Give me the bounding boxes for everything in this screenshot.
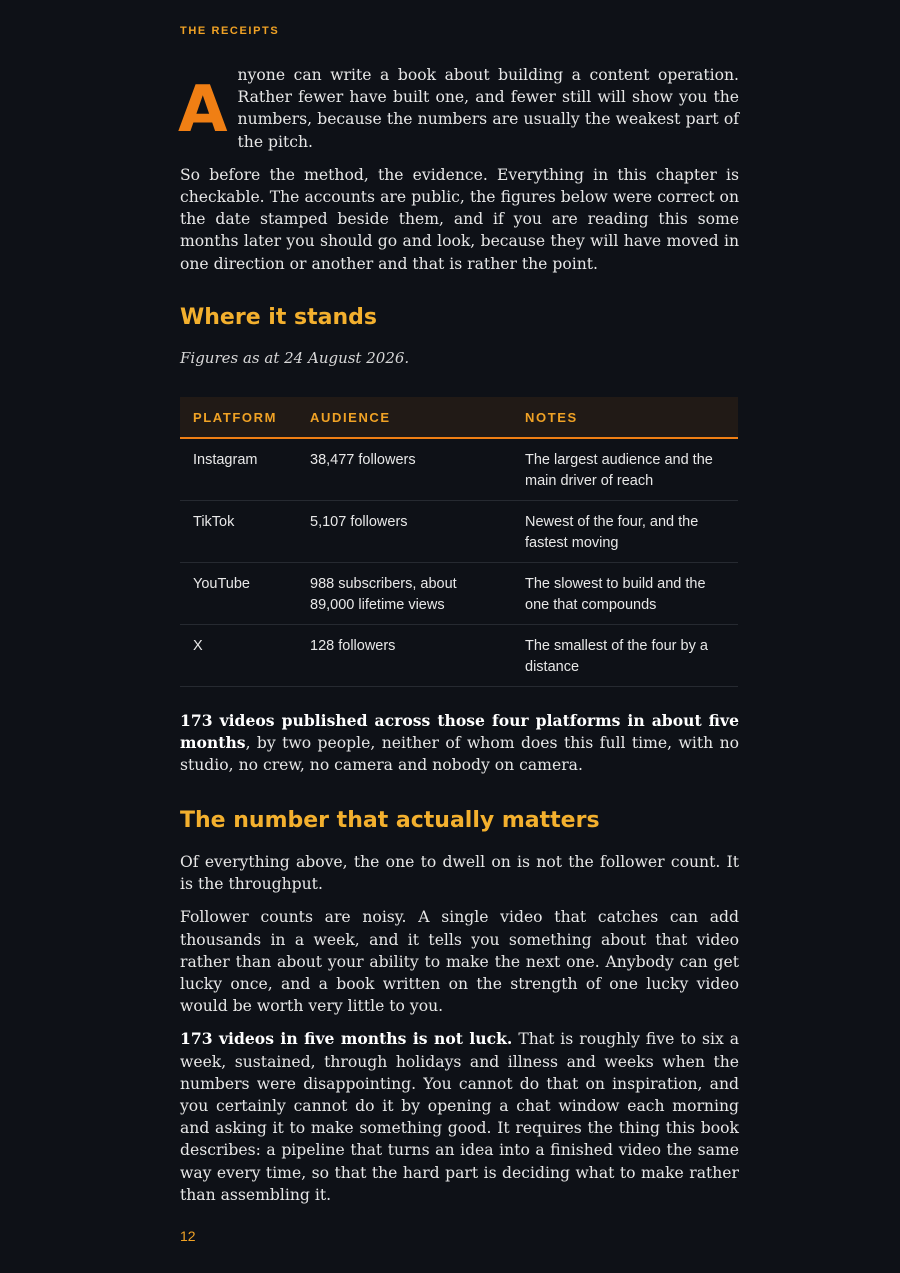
audience-cell: 5,107 followers [297,501,512,563]
pipeline-paragraph [180,1028,739,1206]
throughput-section [180,851,739,1206]
summary-bold-lead: 173 videos published across those four platforms in about five months [180,711,739,753]
opening-paragraph [180,64,739,153]
pipeline-rest: That is roughly five to six a week, sustained, through holidays and illness and weeks when the numbers were disappointing. You cannot do that on inspiration, and you certainly cannot do it by opening a chat window each morning and asking it to make something good. It requires the thing this book describes: a pipeline that turns an idea into a finished video the same way every time, so that the hard part is deciding what to make rather than assembling it. [180,1030,739,1204]
audience-cell: 128 followers [297,625,512,687]
column-header-platform: PLATFORM [180,397,297,438]
table-row [180,563,738,625]
table-row [180,438,738,501]
notes-cell: The largest audience and the main driver of reach [512,438,738,501]
summary-rest: , by two people, neither of whom does this full time, with no studio, no crew, no camera and nobody on camera. [180,734,739,775]
platform-cell: Instagram [180,438,297,501]
audience-cell: 38,477 followers [297,438,512,501]
summary-paragraph [180,710,739,777]
table-row [180,501,738,563]
platform-stats-table [180,397,738,687]
audience-cell: 988 subscribers, about 89,000 lifetime views [297,563,512,625]
pipeline-bold-lead: 173 videos in five months is not luck. [180,1029,513,1049]
drop-cap: A [178,73,228,147]
figures-date-caption: Figures as at 24 August 2026. [180,349,410,367]
section-heading-number-that-matters: The number that actually matters [180,808,600,833]
evidence-paragraph: So before the method, the evidence. Everything in this chapter is checkable. The accounts are public, the figures below were correct on the date stamped beside them, and if you are reading this some months later you should go and look, because they will have moved in one direction or another and that is rather the point. [180,165,739,273]
throughput-intro-paragraph: Of everything above, the one to dwell on is not the follower count. It is the throughput. [180,853,739,894]
follower-noise-paragraph: Follower counts are noisy. A single video that catches can add thousands in a week, and it tells you something about that video rather than about your ability to make the next one. Anybody can get lucky once, and a book written on the strength of one lucky video would be worth very little to you. [180,908,739,1016]
table-header-row [180,397,738,438]
page-number: 12 [180,1228,196,1244]
platform-cell: TikTok [180,501,297,563]
platform-cell: YouTube [180,563,297,625]
platform-cell: X [180,625,297,687]
column-header-notes: NOTES [512,397,738,438]
notes-cell: The slowest to build and the one that compounds [512,563,738,625]
running-head: THE RECEIPTS [180,25,280,37]
section-heading-where-it-stands: Where it stands [180,305,377,330]
opening-paragraph-text: nyone can write a book about building a content operation. Rather fewer have built one, and fewer still will show you the numbers, because the numbers are usually the weakest part of the pitch. [237,66,739,151]
opening-section [180,64,739,275]
notes-cell: Newest of the four, and the fastest moving [512,501,738,563]
notes-cell: The smallest of the four by a distance [512,625,738,687]
column-header-audience: AUDIENCE [297,397,512,438]
table-row [180,625,738,687]
